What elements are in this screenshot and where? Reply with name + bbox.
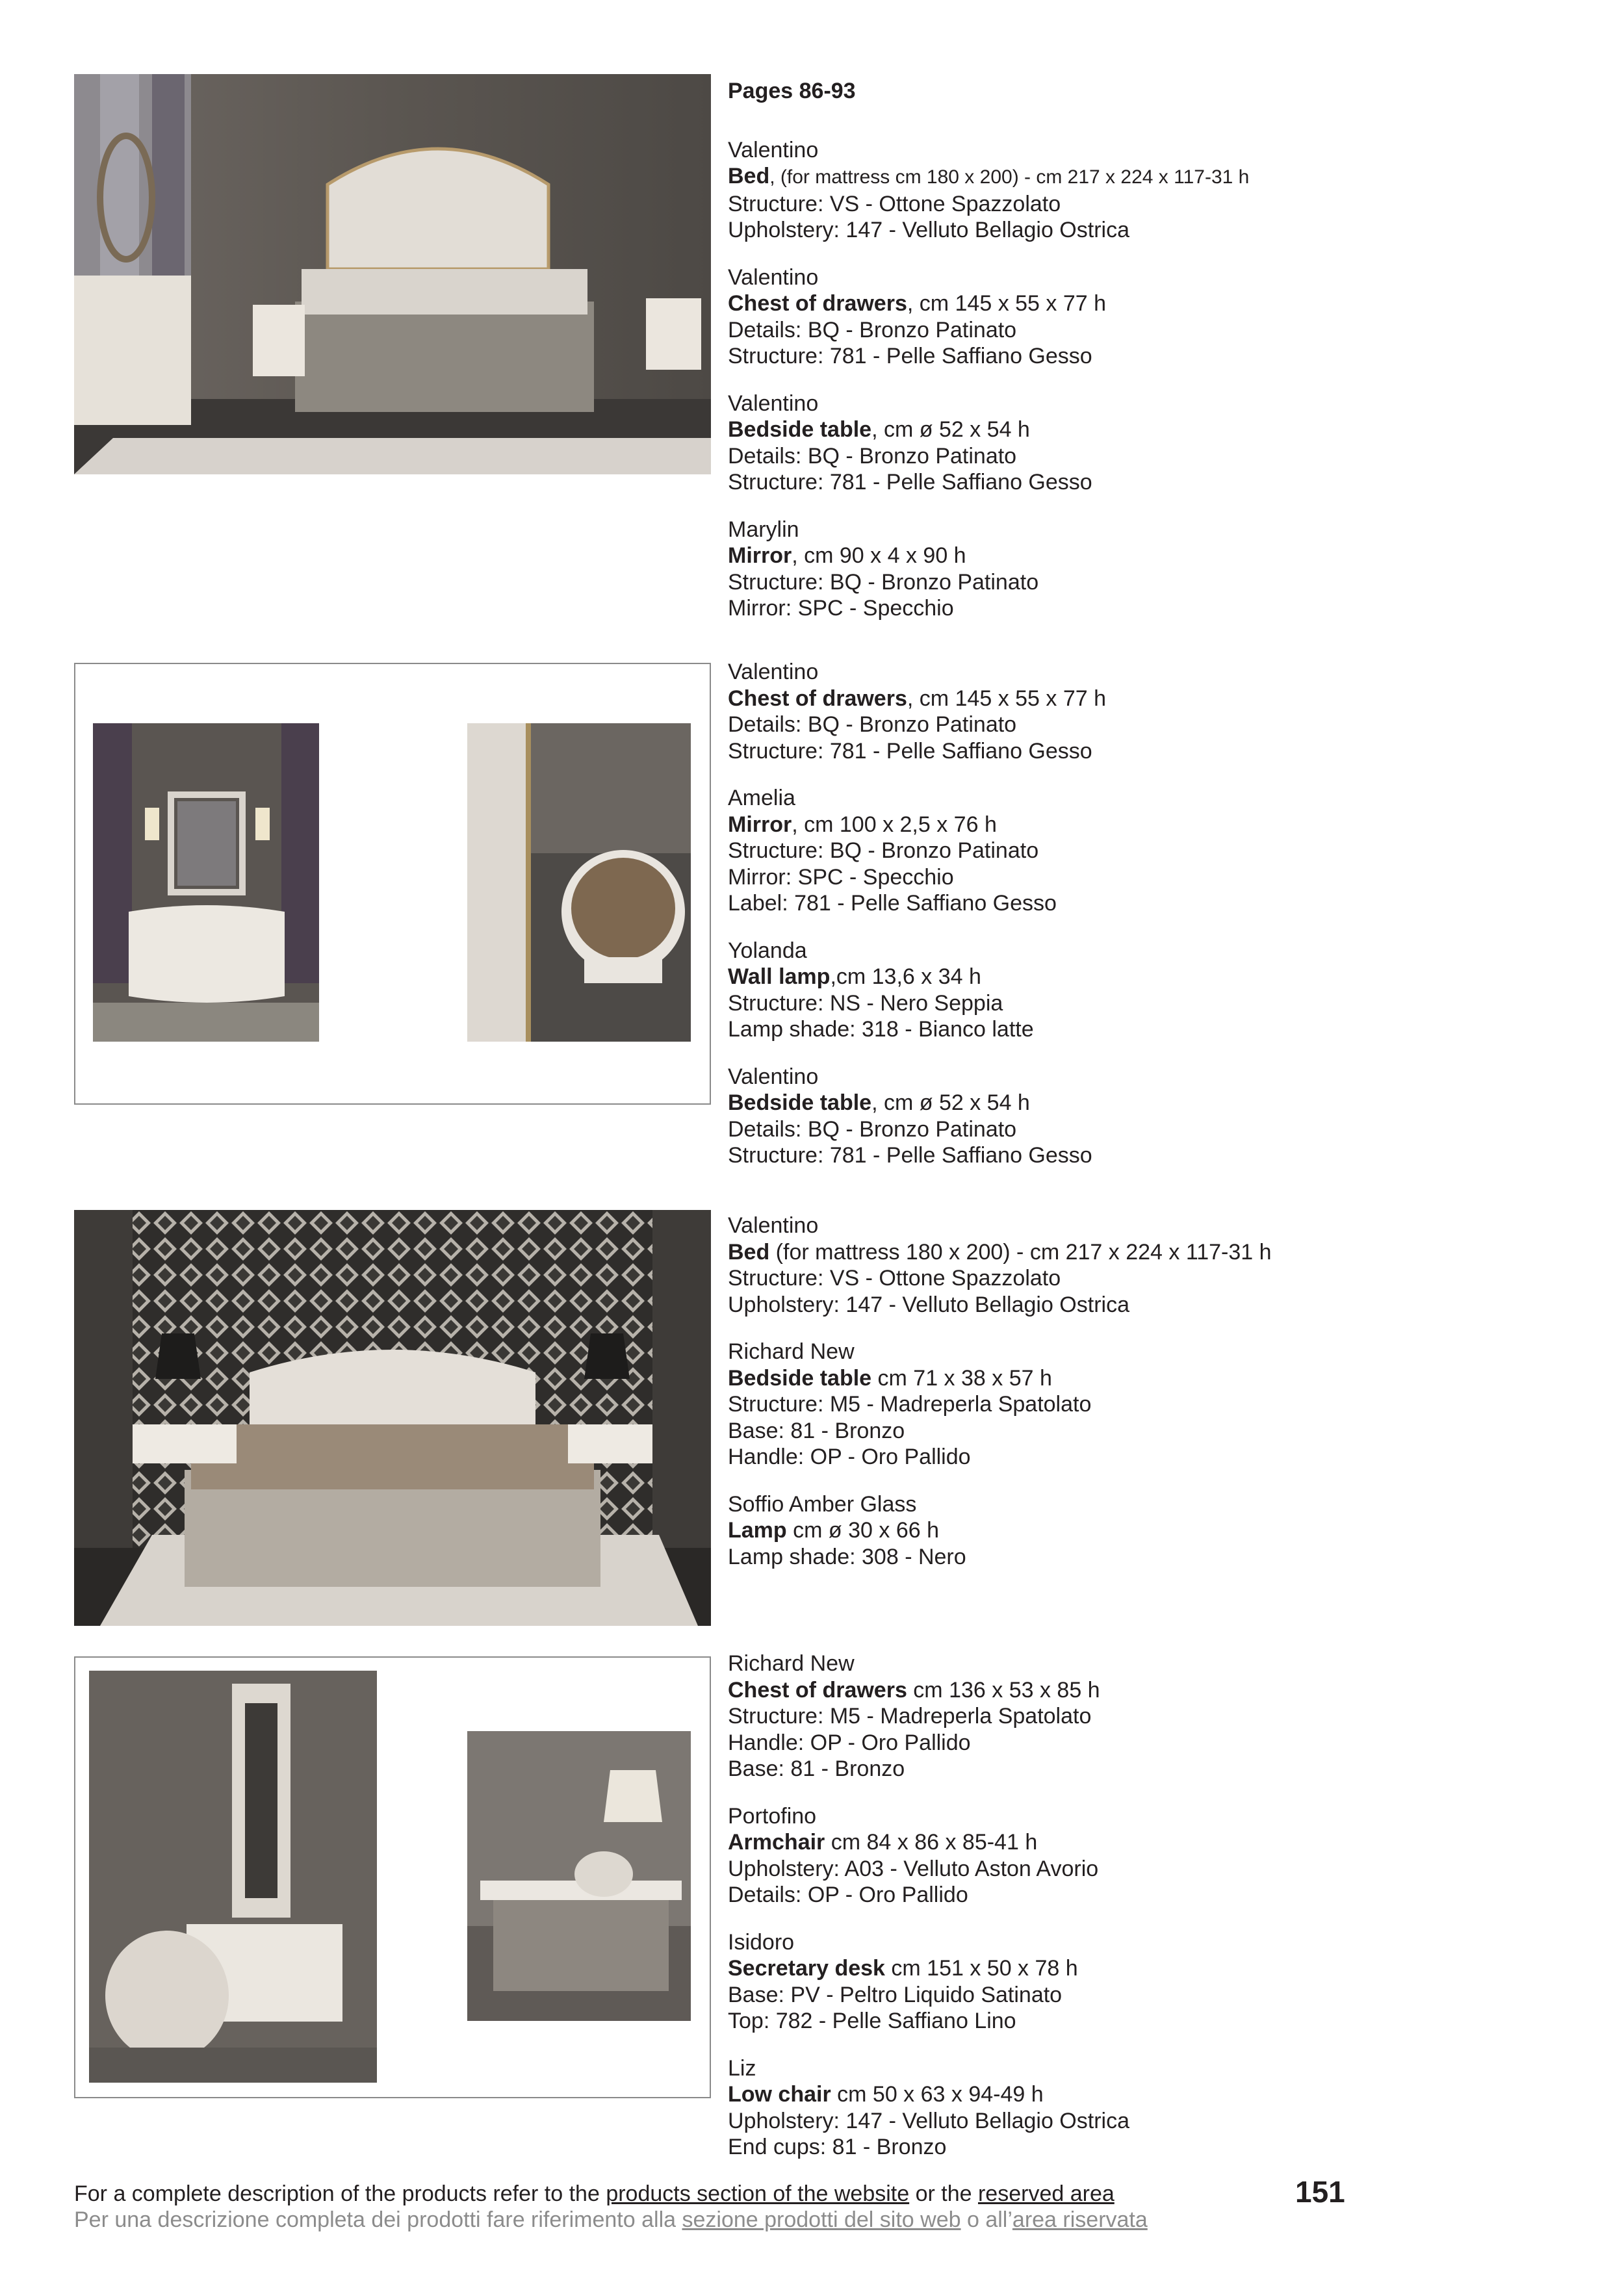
bedside-illustration — [467, 723, 691, 1042]
item-low-chair-liz — [728, 2055, 1508, 2161]
item-detail: Structure: BQ - Bronzo Patinato — [728, 569, 1039, 595]
footer-en-mid: or the — [909, 2181, 978, 2206]
desk-illustration — [467, 1731, 691, 2021]
photo-secretary-desk — [467, 1731, 691, 2021]
item-detail: Structure: 781 - Pelle Saffiano Gesso — [728, 1143, 1092, 1168]
item-mirror-amelia — [728, 785, 1508, 917]
item-detail: Mirror: SPC - Specchio — [728, 596, 954, 621]
pages-reference: Pages 86-93 — [728, 79, 856, 103]
item-product: Bedside table — [728, 417, 872, 442]
item-product: Chest of drawers — [728, 291, 907, 316]
bedroom-illustration — [74, 74, 711, 474]
item-product-line — [728, 1365, 1508, 1392]
item-product: Lamp — [728, 1518, 787, 1543]
item-detail: Upholstery: A03 - Velluto Aston Avorio — [728, 1856, 1099, 1881]
footer-english — [74, 2181, 1148, 2207]
section-3-text — [728, 1213, 1508, 1591]
item-product-line — [728, 812, 1508, 838]
item-product-line — [728, 1829, 1508, 1856]
item-bed-valentino — [728, 137, 1508, 244]
item-spec: cm 50 x 63 x 94-49 h — [831, 2082, 1044, 2107]
item-chest-richard-new — [728, 1651, 1508, 1782]
item-product-line — [728, 686, 1508, 712]
item-armchair-portofino — [728, 1803, 1508, 1909]
item-detail: Upholstery: 147 - Velluto Bellagio Ostrica — [728, 1292, 1129, 1317]
item-detail: Upholstery: 147 - Velluto Bellagio Ostrica — [728, 2108, 1129, 2133]
item-product: Bedside table — [728, 1090, 872, 1115]
photo-valentino-bedroom — [74, 74, 711, 474]
item-detail: Structure: M5 - Madreperla Spatolato — [728, 1392, 1092, 1417]
link-area-riservata[interactable]: area riservata — [1012, 2207, 1148, 2232]
item-desk-isidoro — [728, 1929, 1508, 2035]
item-product: Armchair — [728, 1830, 825, 1855]
item-spec: cm 151 x 50 x 78 h — [884, 1956, 1078, 1981]
item-chest-valentino — [728, 659, 1508, 764]
item-name: Richard New — [728, 1651, 855, 1676]
item-detail: Structure: 781 - Pelle Saffiano Gesso — [728, 738, 1092, 764]
item-name: Yolanda — [728, 938, 807, 963]
footer-it-mid: o all’ — [960, 2207, 1012, 2232]
section-1-text — [728, 78, 1508, 643]
item-detail: Handle: OP - Oro Pallido — [728, 1730, 971, 1755]
photo-chest-of-drawers — [93, 723, 319, 1042]
photo-richard-new-bedroom — [74, 1210, 711, 1626]
item-bed-valentino — [728, 1213, 1508, 1318]
item-detail: Lamp shade: 308 - Nero — [728, 1544, 966, 1569]
item-detail: Structure: 781 - Pelle Saffiano Gesso — [728, 344, 1092, 368]
item-detail: Upholstery: 147 - Velluto Bellagio Ostrica — [728, 218, 1129, 242]
link-sezione-prodotti[interactable]: sezione prodotti del sito web — [682, 2207, 961, 2232]
item-product: Chest of drawers — [728, 1677, 907, 1703]
link-products-section[interactable]: products section of the website — [606, 2181, 910, 2206]
item-product-line — [728, 964, 1508, 990]
item-product-line — [728, 2081, 1508, 2108]
photo-bedside-table — [467, 723, 691, 1042]
item-product-line — [728, 1239, 1508, 1266]
item-name: Liz — [728, 2055, 756, 2081]
link-reserved-area[interactable]: reserved area — [977, 2181, 1115, 2206]
footer-italian — [74, 2207, 1148, 2233]
item-name: Isidoro — [728, 1929, 795, 1955]
item-detail: Structure: VS - Ottone Spazzolato — [728, 1266, 1061, 1291]
item-spec: - cm 217 x 224 x 117-31 h — [1018, 166, 1250, 188]
item-product: Mirror — [728, 812, 792, 837]
item-detail: Base: 81 - Bronzo — [728, 1756, 905, 1781]
item-product: Secretary desk — [728, 1956, 885, 1981]
item-name: Valentino — [728, 660, 819, 684]
item-detail: Structure: BQ - Bronzo Patinato — [728, 838, 1039, 863]
armchair-illustration — [89, 1671, 377, 2083]
item-detail: Label: 781 - Pelle Saffiano Gesso — [728, 891, 1057, 916]
chest-illustration — [93, 723, 319, 1042]
item-name: Valentino — [728, 1064, 819, 1089]
item-product-line — [728, 1677, 1508, 1704]
item-detail: Details: BQ - Bronzo Patinato — [728, 712, 1017, 737]
item-name: Valentino — [728, 1213, 819, 1238]
section-4-text — [728, 1651, 1508, 2181]
item-detail: Details: BQ - Bronzo Patinato — [728, 317, 1017, 342]
item-detail: Structure: NS - Nero Seppia — [728, 990, 1003, 1016]
item-wall-lamp-yolanda — [728, 938, 1508, 1043]
item-detail: Handle: OP - Oro Pallido — [728, 1445, 971, 1469]
item-bedside-valentino — [728, 1064, 1508, 1169]
item-product-line — [728, 163, 1508, 191]
item-spec: , cm 145 x 55 x 77 h — [907, 291, 1107, 316]
page-number: 151 — [1295, 2175, 1345, 2209]
item-chest-valentino — [728, 264, 1508, 370]
item-name: Marylin — [728, 517, 799, 542]
item-name: Portofino — [728, 1803, 817, 1829]
item-spec: cm ø 30 x 66 h — [786, 1518, 940, 1543]
item-detail: Top: 782 - Pelle Saffiano Lino — [728, 2009, 1016, 2033]
item-spec: , cm 90 x 4 x 90 h — [792, 543, 966, 568]
item-product: Mirror — [728, 543, 792, 568]
item-bedside-valentino — [728, 391, 1508, 496]
item-product-line — [728, 1517, 1508, 1544]
item-spec: cm 84 x 86 x 85-41 h — [825, 1830, 1038, 1855]
section-2-text — [728, 659, 1508, 1190]
item-spec: , cm ø 52 x 54 h — [871, 417, 1030, 442]
item-detail: Lamp shade: 318 - Bianco latte — [728, 1017, 1034, 1042]
item-spec: , cm 100 x 2,5 x 76 h — [792, 812, 997, 837]
item-product: Bed — [728, 164, 770, 188]
item-detail: Details: BQ - Bronzo Patinato — [728, 443, 1017, 469]
item-product: Bedside table — [728, 1365, 872, 1391]
item-name: Amelia — [728, 786, 795, 810]
footer-it-prefix: Per una descrizione completa dei prodotti fare riferimento alla — [74, 2207, 682, 2232]
item-name: Valentino — [728, 137, 819, 162]
footer-en-prefix: For a complete description of the products refer to the — [74, 2181, 606, 2206]
item-spec: ,cm 13,6 x 34 h — [830, 964, 981, 989]
item-detail: Structure: VS - Ottone Spazzolato — [728, 191, 1061, 216]
item-detail: Base: 81 - Bronzo — [728, 1418, 905, 1443]
item-detail: Structure: 781 - Pelle Saffiano Gesso — [728, 470, 1092, 495]
item-spec: , cm 145 x 55 x 77 h — [907, 686, 1107, 711]
patterned-bedroom-illustration — [74, 1210, 711, 1626]
item-mirror-marylin — [728, 517, 1508, 622]
item-name: Valentino — [728, 264, 819, 290]
item-product: Low chair — [728, 2082, 831, 2107]
item-detail: End cups: 81 - Bronzo — [728, 2135, 947, 2159]
photo-chest-armchair — [89, 1671, 377, 2083]
item-detail: Details: OP - Oro Pallido — [728, 1883, 968, 1907]
item-name: Valentino — [728, 391, 819, 416]
footer-note — [74, 2181, 1148, 2233]
item-lamp-soffio — [728, 1491, 1508, 1571]
item-bedside-richard-new — [728, 1339, 1508, 1471]
item-name: Soffio Amber Glass — [728, 1491, 917, 1517]
item-detail: Mirror: SPC - Specchio — [728, 864, 954, 890]
item-spec: (for mattress 180 x 200) - cm 217 x 224 x 117-31 h — [769, 1239, 1272, 1265]
item-product: Bed — [728, 1239, 770, 1265]
item-name: Richard New — [728, 1339, 855, 1364]
item-spec: , cm ø 52 x 54 h — [871, 1090, 1030, 1115]
item-detail: Structure: M5 - Madreperla Spatolato — [728, 1704, 1092, 1729]
item-product-line — [728, 417, 1508, 443]
item-product-line — [728, 290, 1508, 317]
item-spec-small: , (for mattress cm 180 x 200) — [769, 166, 1019, 188]
item-spec: cm 136 x 53 x 85 h — [907, 1677, 1100, 1703]
item-product: Wall lamp — [728, 964, 831, 989]
item-detail: Base: PV - Peltro Liquido Satinato — [728, 1982, 1063, 2007]
item-product-line — [728, 1090, 1508, 1116]
item-product-line — [728, 1955, 1508, 1982]
item-product: Chest of drawers — [728, 686, 907, 711]
item-product-line — [728, 543, 1508, 569]
item-detail: Details: BQ - Bronzo Patinato — [728, 1116, 1017, 1142]
item-spec: cm 71 x 38 x 57 h — [871, 1365, 1052, 1391]
